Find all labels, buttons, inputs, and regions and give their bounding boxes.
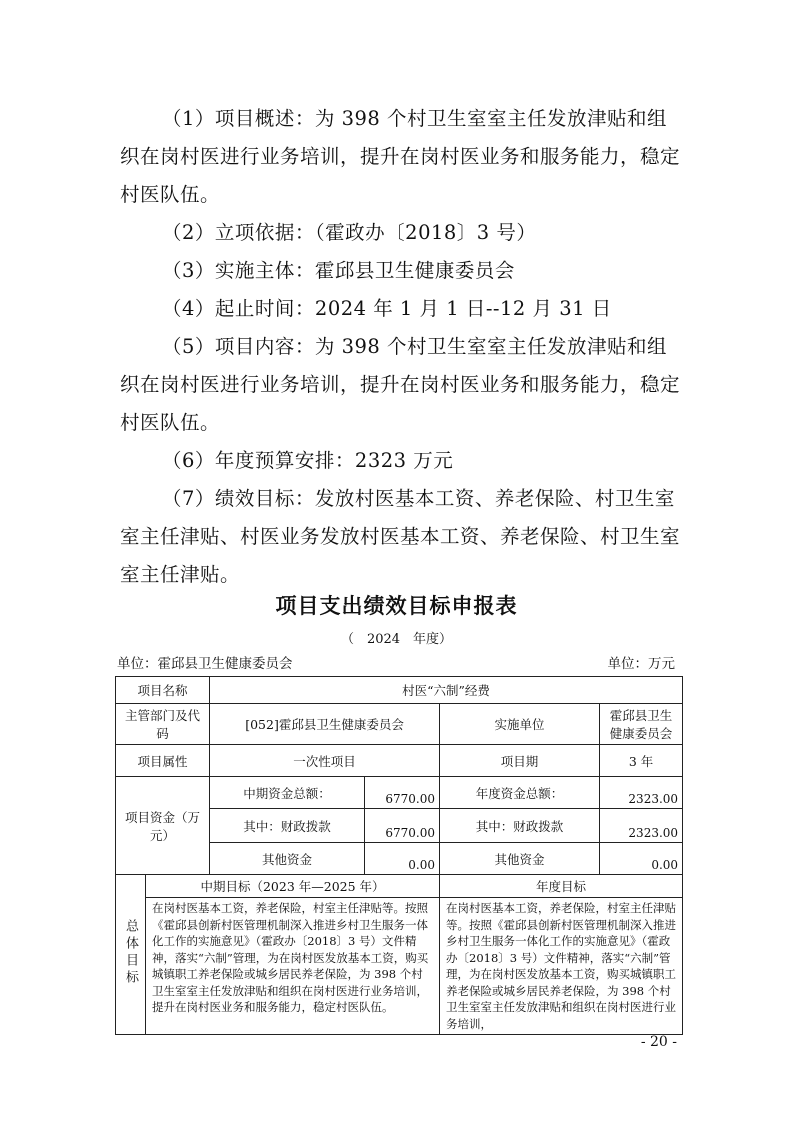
year-total-label: 年度资金总额： (440, 777, 600, 809)
period-value: 3 年 (600, 745, 683, 777)
table-row (116, 898, 683, 1035)
mid-goal-header: 中期目标（2023 年—2025 年） (146, 875, 440, 898)
year-fiscal-label: 其中：财政拨款 (440, 809, 600, 843)
attr-label: 项目属性 (116, 745, 210, 777)
year-other-value: 0.00 (600, 843, 683, 875)
overall-goal-label (116, 875, 146, 1035)
mid-fiscal-label: 其中：财政拨款 (210, 809, 365, 843)
table-title: 项目支出绩效目标申报表 (275, 594, 518, 618)
impl-label: 实施单位 (440, 704, 600, 745)
mid-other-label: 其他资金 (210, 843, 365, 875)
table-row (116, 677, 683, 704)
paragraph-overview: （1）项目概述：为 398 个村卫生室室主任发放津贴和组织在岗村医进行业务培训，提升在岗村医业务和服务能力，稳定村医队伍。 (120, 107, 681, 206)
dept-value: [052]霍邱县卫生健康委员会 (210, 704, 440, 745)
performance-target-table (115, 676, 683, 1035)
paragraph-goals: （7）绩效目标：发放村医基本工资、养老保险、村卫生室室主任津贴、村医业务发放村医基本工资、养老保险、村卫生室室主任津贴。 (120, 487, 681, 586)
year-goal-header: 年度目标 (440, 875, 683, 898)
paragraph-basis: （2）立项依据：（霍政办〔2018〕3 号） (162, 221, 537, 244)
table-subtitle: （ 2024 年度） (340, 632, 453, 647)
project-name-label: 项目名称 (116, 677, 210, 704)
unit-organization: 单位：霍邱县卫生健康委员会 (117, 656, 293, 672)
paragraph-content: （5）项目内容：为 398 个村卫生室室主任发放津贴和组织在岗村医进行业务培训，提升在岗村医业务和服务能力，稳定村医队伍。 (120, 335, 681, 434)
body-text (120, 100, 680, 594)
year-goal-text: 在岗村医基本工资，养老保险，村室主任津贴等。按照《霍邱县创新村医管理机制深入推进乡村卫生服务一体化工作的实施意见》（霍政办〔2018〕3 号）文件精神，落实“六制”管理，为在岗村医发放基本工资，购买城镇职工养老保险或城乡居民养老保险，为 398 个村卫生室室主任发放津贴和组织在岗村医进行业务培训， (440, 898, 683, 1035)
table-row (116, 875, 683, 898)
mid-fiscal-value: 6770.00 (365, 809, 440, 843)
funds-label: 项目资金（万元） (116, 777, 210, 875)
table-row (116, 745, 683, 777)
mid-goal-text: 在岗村医基本工资，养老保险，村室主任津贴等。按照《霍邱县创新村医管理机制深入推进乡村卫生服务一体化工作的实施意见》（霍政办〔2018〕3 号）文件精神，落实“六制”管理，为在岗村医发放基本工资，购买城镇职工养老保险或城乡居民养老保险，为 398 个村卫生室室主任发放津贴和组织在岗村医进行业务培训，提升在岗村医业务和服务能力，稳定村医队伍。 (146, 898, 440, 1035)
mid-total-label: 中期资金总额： (210, 777, 365, 809)
table-row (116, 704, 683, 745)
year-fiscal-value: 2323.00 (600, 809, 683, 843)
year-other-label: 其他资金 (440, 843, 600, 875)
project-name-value: 村医“六制”经费 (210, 677, 683, 704)
unit-currency: 单位：万元 (607, 656, 675, 672)
paragraph-budget: （6）年度预算安排：2323 万元 (162, 449, 454, 472)
overall-goal-label-text: 总体目标 (123, 919, 138, 987)
page-number: - 20 - (640, 1034, 677, 1050)
dept-label: 主管部门及代码 (116, 704, 210, 745)
table-row (116, 777, 683, 809)
mid-other-value: 0.00 (365, 843, 440, 875)
paragraph-implementer: （3）实施主体：霍邱县卫生健康委员会 (162, 259, 515, 282)
mid-total-value: 6770.00 (365, 777, 440, 809)
impl-value: 霍邱县卫生健康委员会 (600, 704, 683, 745)
attr-value: 一次性项目 (210, 745, 440, 777)
period-label: 项目期 (440, 745, 600, 777)
paragraph-period: （4）起止时间：2024 年 1 月 1 日--12 月 31 日 (162, 297, 612, 320)
year-total-value: 2323.00 (600, 777, 683, 809)
